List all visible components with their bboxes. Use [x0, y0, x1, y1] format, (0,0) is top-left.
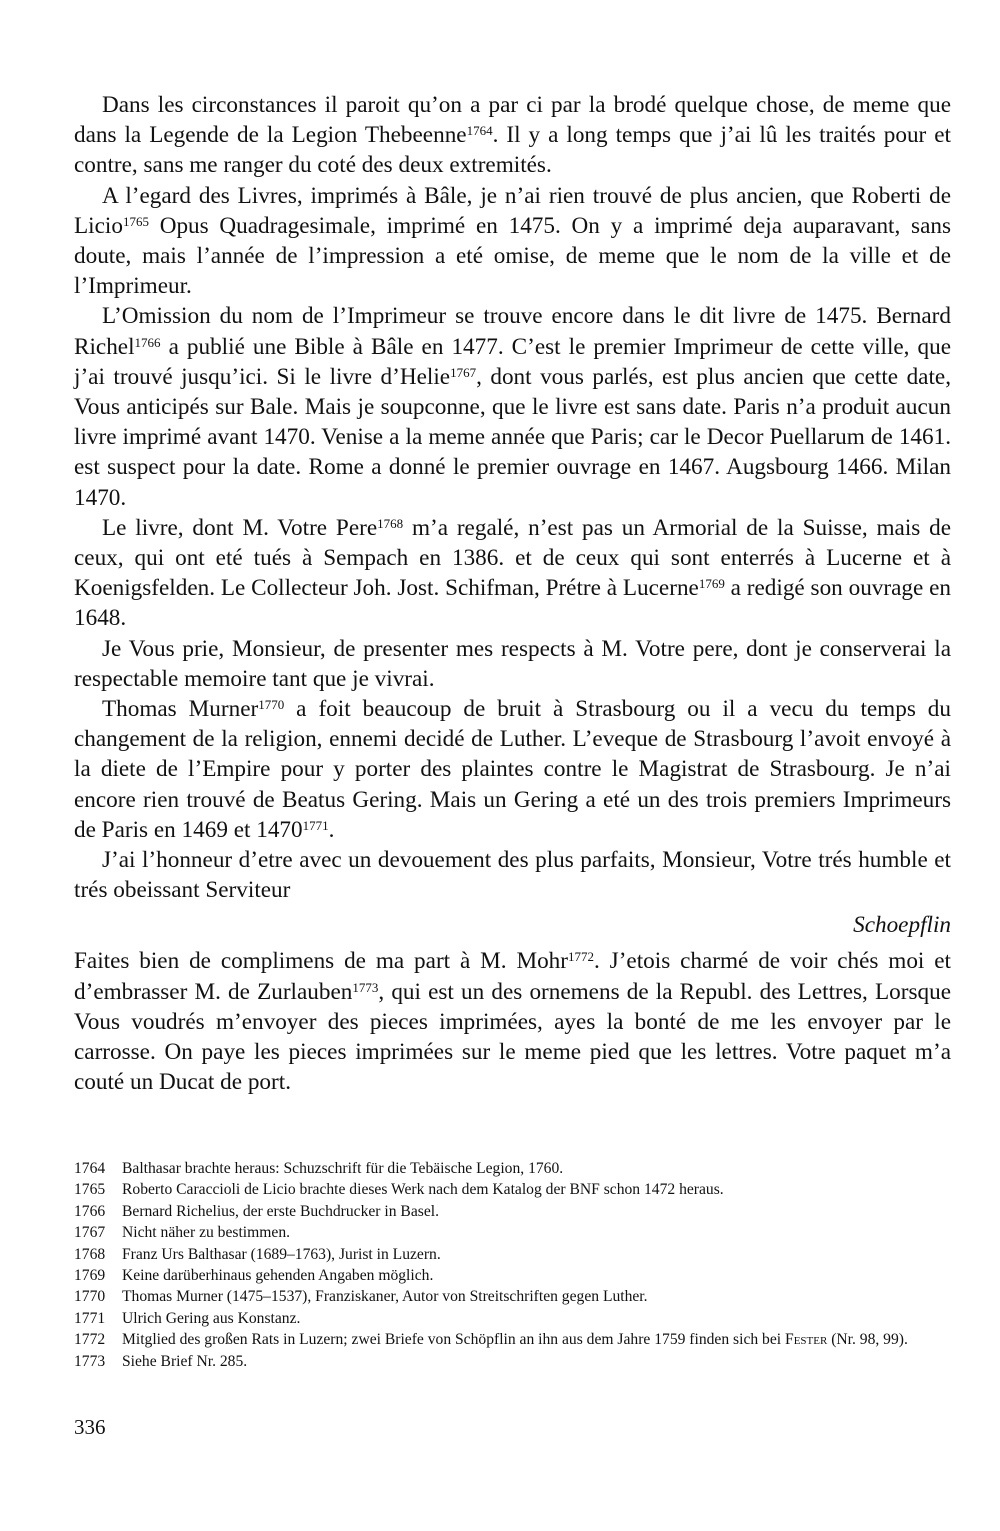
text-run: Le livre, dont M. Votre Pere: [102, 514, 378, 541]
footnote: [74, 1201, 951, 1222]
text-run: Bernard Richelius, der erste Buchdrucker in Basel.: [122, 1202, 439, 1220]
footnote: [74, 1222, 951, 1243]
footnote: [74, 1351, 951, 1372]
footnote: [74, 1308, 951, 1329]
footnote-text: [122, 1351, 951, 1372]
page-body: [74, 90, 951, 1098]
footnote: [74, 1179, 951, 1200]
footnote-text: [122, 1244, 951, 1265]
footnote-number: 1764: [74, 1160, 106, 1177]
paragraph: [74, 845, 951, 905]
page-number: 336: [74, 1415, 106, 1439]
text-run: Faites bien de complimens de ma part à M. Mohr: [74, 948, 568, 975]
footnote: [74, 1244, 951, 1265]
footnote-number: 1768: [74, 1245, 106, 1263]
footnote-text: [122, 1222, 951, 1243]
footnote-text: [122, 1265, 951, 1286]
paragraph: [74, 301, 951, 512]
footnote-ref: 1764: [466, 123, 493, 139]
postscript: [74, 946, 951, 1097]
text-run: L’Omission du nom de l’Imprimeur se trouve encore dans le dit livre de 1475. Bernard Richel: [74, 303, 951, 360]
text-run: Thomas Murner (1475–1537), Franziskaner, Autor von Streitschriften gegen Luther.: [122, 1288, 648, 1306]
text-run: .: [328, 816, 335, 843]
footnote: [74, 1158, 951, 1179]
footnote-number: 1771: [74, 1309, 106, 1327]
text-run: Siehe Brief Nr. 285.: [122, 1352, 248, 1370]
paragraph: [74, 181, 951, 302]
text-run: a publié une Bible à Bâle en 1477. C’est le premier Imprimeur de cette ville, que j’ai trouvé jusqu’ici. Si le livre d’Helie: [74, 333, 951, 390]
text-run: Franz Urs Balthasar (1689–1763), Jurist in Luzern.: [122, 1245, 441, 1263]
footnote: [74, 1329, 951, 1350]
footnote-text: [122, 1201, 951, 1222]
text-run: Dans les circonstances il paroit qu’on a par ci par la brodé quelque chose, de meme que dans la Legende de la Legion Thebeenne: [74, 92, 951, 149]
text-run: a foit beaucoup de bruit à Strasbourg ou il a vecu du temps du changement de la religion, ennemi decidé de Luther. L’eveque de Strasbourg l’avoit envoyé à la diete de l’Empire pour y porter des plaintes contre le Magistrat de Strasbourg. Je n’ai encore rien trouvé de Beatus Gering. Mais un Gering a eté un des trois premiers Imprimeurs de Paris en 1469 et 1470: [74, 696, 951, 843]
text-run: m’a regalé, n’est pas un Armorial de la Suisse, mais de ceux, qui ont eté tués à Sempach en 1386. et de ceux qui sont enterrés à Lucerne et à Koenigsfelden. Le Collecteur Joh. Jost. Schifman, Prétre à Lucerne: [74, 514, 951, 602]
text-run: (Nr. 98, 99).: [827, 1331, 908, 1349]
text-run: Ulrich Gering aus Konstanz.: [122, 1309, 301, 1327]
text-run: A l’egard des Livres, imprimés à Bâle, je n’ai rien trouvé de plus ancien, que Roberti de Licio: [74, 182, 951, 239]
text-run: Balthasar brachte heraus: Schuzschrift für die Tebäische Legion, 1760.: [122, 1160, 564, 1177]
signature: Schoepflin: [853, 912, 951, 939]
text-run: , dont vous parlés, est plus ancien que cette date, Vous anticipés sur Bale. Mais je soupconne, que le livre est sans date. Paris n’a produit aucun livre imprimé avant 1470. Venise a la meme année que Paris; car le Decor Puellarum de 1461. est suspect pour la date. Rome a donné le premier ouvrage en 1467. Augsbourg 1466. Milan 1470.: [74, 363, 951, 511]
text-run: J’ai l’honneur d’etre avec un devouement des plus parfaits, Monsieur, Votre trés humble et trés obeissant Serviteur: [74, 847, 951, 904]
footnote-text: [122, 1308, 951, 1329]
footnote-number: 1772: [74, 1331, 106, 1349]
footnotes: [74, 1158, 951, 1372]
footnote-number: 1765: [74, 1181, 106, 1199]
text-run: Nicht näher zu bestimmen.: [122, 1224, 291, 1242]
text-run: Mitglied des großen Rats in Luzern; zwei Briefe von Schöpflin an ihn aus dem Jahre 1759 finden sich bei: [122, 1331, 786, 1349]
footnote-number: 1773: [74, 1352, 106, 1370]
paragraph: [74, 90, 951, 181]
letter-text: [74, 90, 951, 905]
footnote-number: 1769: [74, 1267, 106, 1285]
footnote-ref: 1768: [377, 515, 404, 531]
author-name: Fester: [785, 1331, 828, 1349]
footnote-text: [122, 1286, 951, 1307]
footnote-text: [122, 1179, 951, 1200]
footnote-ref: 1771: [302, 817, 329, 833]
text-run: Roberto Caraccioli de Licio brachte dieses Werk nach dem Katalog der BNF schon 1472 heraus.: [122, 1181, 724, 1199]
footnote-ref: 1769: [698, 576, 725, 592]
footnote-text: [122, 1158, 951, 1179]
footnote-ref: 1767: [450, 364, 477, 380]
paragraph: [74, 694, 951, 845]
text-run: . J’etois charmé de voir chés moi et d’embrasser M. de Zurlauben: [74, 948, 951, 1005]
footnote-ref: 1765: [122, 213, 149, 229]
text-run: Keine darüberhinaus gehenden Angaben möglich.: [122, 1267, 434, 1285]
footnote-number: 1770: [74, 1288, 106, 1306]
footnote-number: 1767: [74, 1224, 106, 1242]
paragraph: [74, 634, 951, 694]
text-run: , qui est un des ornemens de la Republ. des Lettres, Lorsque Vous voudrés m’envoyer des pieces imprimées, ayes la bonté de me les envoyer par le carrosse. On paye les pieces imprimées sur le meme pied que les lettres. Votre paquet m’a couté un Ducat de port.: [74, 978, 951, 1096]
footnote-text: [122, 1329, 951, 1350]
text-run: Je Vous prie, Monsieur, de presenter mes respects à M. Votre pere, dont je conserverai la respectable memoire tant que je vivrai.: [74, 635, 951, 692]
paragraph: [74, 513, 951, 634]
text-run: Thomas Murner: [102, 696, 259, 723]
footnote: [74, 1265, 951, 1286]
text-run: . Il y a long temps que j’ai lû les traités pour et contre, sans me ranger du coté des deux extremités.: [74, 122, 951, 179]
footnote-number: 1766: [74, 1202, 106, 1220]
footnote-ref: 1773: [352, 979, 379, 995]
footnote-ref: 1766: [134, 334, 161, 350]
footnote: [74, 1286, 951, 1307]
text-run: Opus Quadragesimale, imprimé en 1475. On y a imprimé deja auparavant, sans doute, mais l’année de l’impression a eté omise, de meme que le nom de la ville et de l’Imprimeur.: [74, 212, 951, 300]
postscript-paragraph: [74, 946, 951, 1097]
footnote-ref: 1772: [568, 949, 594, 965]
text-run: a redigé son ouvrage en 1648.: [74, 575, 951, 632]
footnote-ref: 1770: [258, 696, 285, 712]
